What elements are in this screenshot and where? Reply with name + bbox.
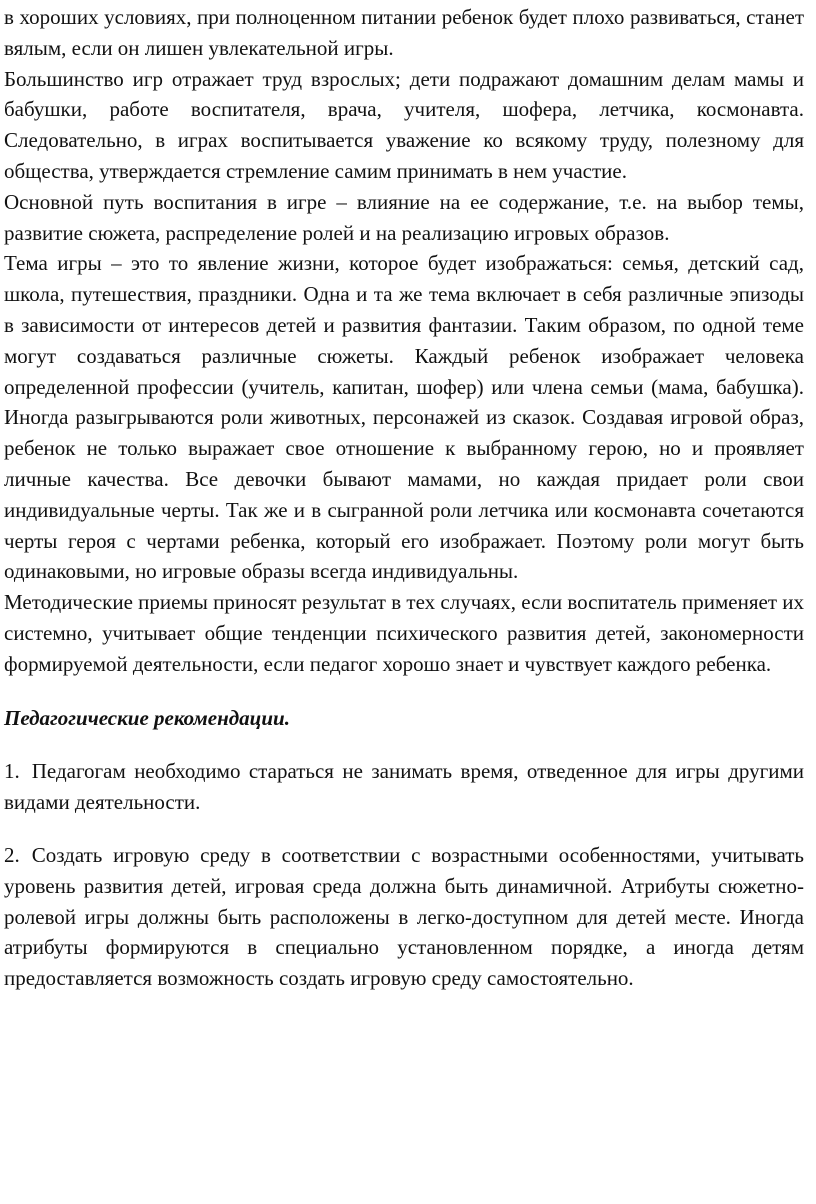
- paragraph-5: Методические приемы приносят результат в тех случаях, если воспитатель применяет их системно, учитывает общие тенденции психического развития детей, закономерности формируемой деятельности, если педагог хорошо знает и чувствует каждого ребенка.: [4, 590, 804, 676]
- recommendation-text: Педагогам необходимо стараться не занимать время, отведенное для игры другими видами деятельности.: [4, 759, 804, 815]
- recommendation-text: Создать игровую среду в соответствии с возрастными особенностями, учитывать уровень развития детей, игровая среда должна быть динамичной. Атрибуты сюжетно-ролевой игры должны быть расположены в легко-доступном для детей месте. Иногда атрибуты формируются в специально установленном порядке, а иногда детям предоставляется возможность создать игровую среду самостоятельно.: [4, 842, 804, 991]
- paragraph-4: Тема игры – это то явление жизни, которое будет изображаться: семья, детский сад, школа, путешествия, праздники. Одна и та же тема включает в себя различные эпизоды в зависимости от интересов детей и развития фантазии. Таким образом, по одной теме могут создаваться различные сюжеты. Каждый ребенок изображает человека определенной профессии (учитель, капитан, шофер) или члена семьи (мама, бабушка). Иногда разыгрываются роли животных, персонажей из сказок. Создавая игровой образ, ребенок не только выражает свое отношение к выбранному герою, но и проявляет личные качества. Все девочки бывают мамами, но каждая придает роли свои индивидуальные черты. Так же и в сыгранной роли летчика или космонавта сочетаются черты героя с чертами ребенка, который его изображает. Поэтому роли могут быть одинаковыми, но игровые образы всегда индивидуальны.: [4, 251, 804, 584]
- recommendation-2: [4, 840, 804, 994]
- recommendation-1: [4, 756, 804, 818]
- paragraph-2: Большинство игр отражает труд взрослых; дети подражают домашним делам мамы и бабушки, работе воспитателя, врача, учителя, шофера, летчика, космонавта. Следовательно, в играх воспитывается уважение ко всякому труду, полезному для общества, утверждается стремление самим принимать в нем участие.: [4, 66, 804, 183]
- paragraph-3: Основной путь воспитания в игре – влияние на ее содержание, т.е. на выбор темы, развитие сюжета, распределение ролей и на реализацию игровых образов.: [4, 189, 804, 245]
- paragraph-1: в хороших условиях, при полноценном питании ребенок будет плохо развиваться, станет вялым, если он лишен увлекательной игры.: [4, 5, 804, 60]
- recommendation-number: 2.: [4, 842, 20, 867]
- section-heading: Педагогические рекомендации.: [4, 705, 290, 730]
- recommendation-number: 1.: [4, 759, 20, 784]
